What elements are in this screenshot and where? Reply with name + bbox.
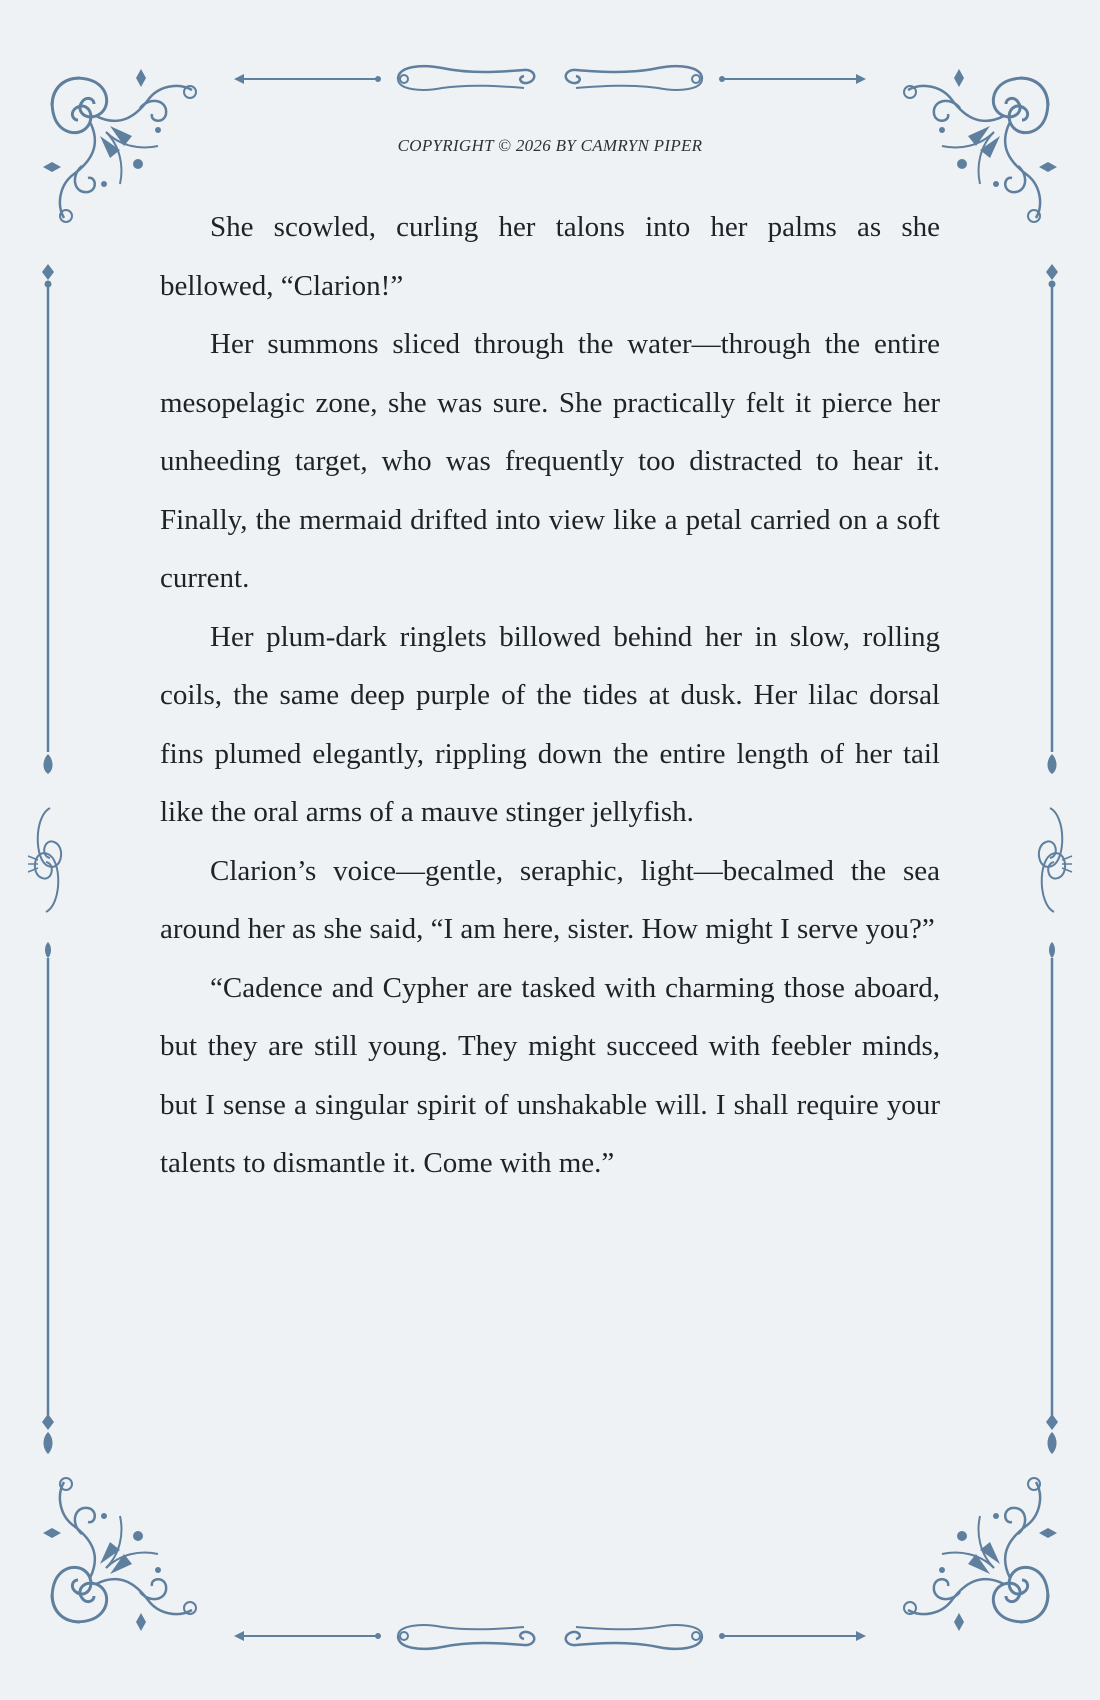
- copyright-header: COPYRIGHT © 2026 BY CAMRYN PIPER: [397, 136, 703, 155]
- bottom-ornament-bar: [234, 1625, 866, 1649]
- right-ornament-rail: [1039, 264, 1072, 1454]
- corner-ornament-bottom-left: [43, 1478, 196, 1631]
- paragraph: She scowled, curling her talons into her palms as she bellowed, “Clarion!”: [160, 211, 940, 302]
- top-ornament-bar: [234, 66, 866, 90]
- paragraph: Her summons sliced through the water—through the entire mesopelagic zone, she was sure. She practically felt it pierce her unheeding target, who was frequently too distracted to hear it. Finally, the mermaid drifted into view like a petal carried on a soft current.: [160, 328, 940, 594]
- left-ornament-rail: [28, 264, 61, 1454]
- corner-ornament-bottom-right: [904, 1478, 1057, 1631]
- body-text: [160, 198, 940, 1193]
- paragraph: Her plum-dark ringlets billowed behind her in slow, rolling coils, the same deep purple of the tides at dusk. Her lilac dorsal fins plumed elegantly, rippling down the entire length of her tail like the oral arms of a mauve stinger jellyfish.: [160, 620, 940, 828]
- paragraph: Clarion’s voice—gentle, seraphic, light—becalmed the sea around her as she said, “I am here, sister. How might I serve you?”: [160, 854, 940, 945]
- paragraph: “Cadence and Cypher are tasked with charming those aboard, but they are still young. They might succeed with feebler minds, but I sense a singular spirit of unshakable will. I shall require your talents to dismantle it. Come with me.”: [160, 971, 940, 1179]
